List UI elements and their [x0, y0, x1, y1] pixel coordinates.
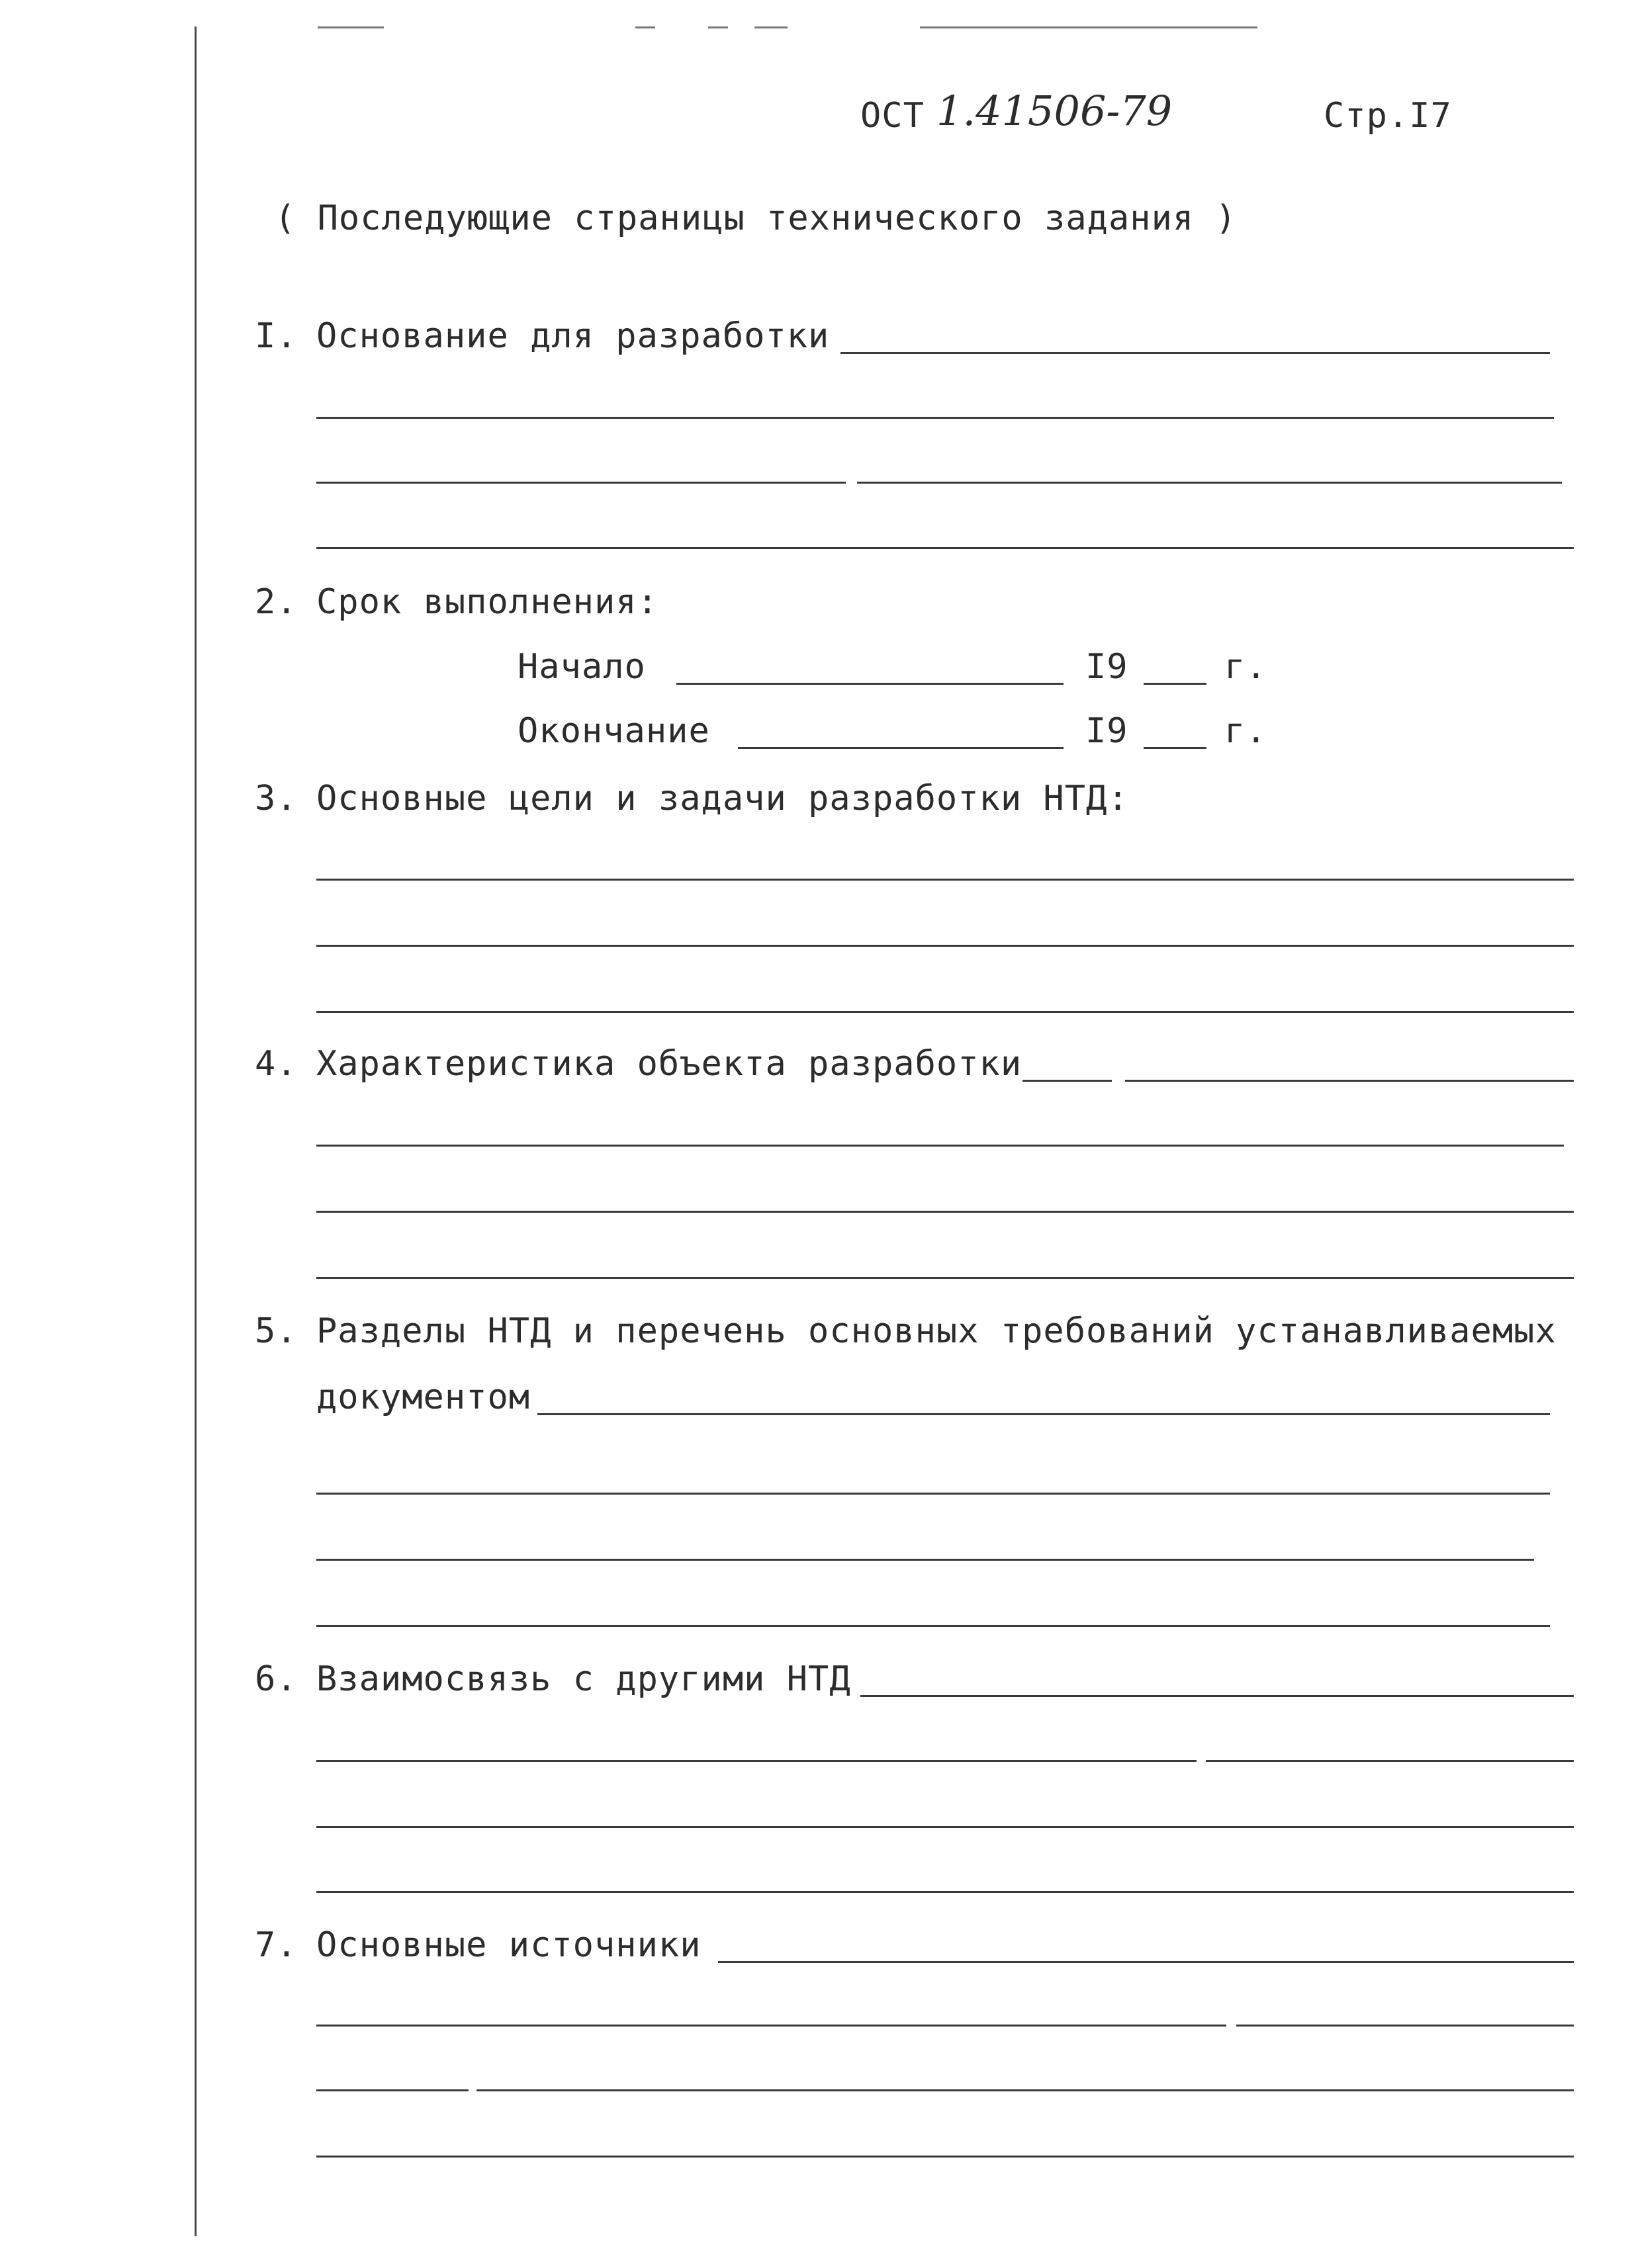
start-year-field[interactable] [1144, 683, 1206, 685]
section-7-fill-line[interactable] [718, 1961, 1574, 1963]
scan-artifact-dash [635, 26, 655, 28]
section-5-label-cont: документом [316, 1377, 531, 1417]
end-date-field[interactable] [738, 747, 1064, 749]
section-6-fill-line[interactable] [860, 1695, 1574, 1697]
section-4-fill-line[interactable] [316, 1211, 1574, 1213]
section-1-number: I. [255, 316, 298, 356]
section-2-number: 2. [255, 582, 298, 622]
section-4-label: Характеристика объекта разработки [316, 1044, 1022, 1084]
section-3-label: Основные цели и задачи разработки НТД: [316, 779, 1129, 818]
section-5-fill-line[interactable] [537, 1413, 1550, 1415]
section-6-label: Взаимосвязь с другими НТД [316, 1659, 851, 1699]
start-year-prefix: I9 [1085, 647, 1128, 687]
section-6-fill-line[interactable] [1206, 1760, 1574, 1762]
section-5-label: Разделы НТД и перечень основных требований устанавливаемых [316, 1311, 1557, 1351]
section-7-fill-line[interactable] [1236, 2025, 1574, 2027]
section-3-fill-line[interactable] [316, 945, 1574, 947]
start-date-field[interactable] [676, 683, 1064, 685]
section-4-fill-line[interactable] [1022, 1080, 1112, 1082]
start-date-label: Начало [518, 647, 646, 687]
section-5-fill-line[interactable] [316, 1559, 1534, 1561]
section-6-fill-line[interactable] [316, 1891, 1574, 1893]
section-5-fill-line[interactable] [316, 1625, 1550, 1627]
intro-note: ( Последующие страницы технического задания ) [275, 198, 1237, 238]
section-1-fill-line[interactable] [857, 482, 1562, 484]
section-7-fill-line[interactable] [316, 2025, 1226, 2027]
section-4-fill-line[interactable] [316, 1277, 1574, 1279]
end-year-prefix: I9 [1085, 711, 1128, 751]
scan-artifact-dash [708, 26, 728, 28]
section-2-label: Срок выполнения: [316, 582, 658, 622]
page-number: Стр.I7 [1324, 96, 1452, 136]
scan-artifact-dash [318, 26, 384, 28]
section-7-fill-line[interactable] [316, 2156, 1574, 2158]
scan-artifact-dash [920, 26, 1257, 28]
binding-margin-rule [195, 26, 197, 2236]
end-date-label: Окончание [518, 711, 710, 751]
section-7-fill-line[interactable] [476, 2089, 1574, 2091]
section-6-fill-line[interactable] [316, 1826, 1574, 1828]
section-5-number: 5. [255, 1311, 298, 1351]
section-4-fill-line[interactable] [1125, 1080, 1574, 1082]
section-6-number: 6. [255, 1659, 298, 1699]
section-6-fill-line[interactable] [316, 1760, 1197, 1762]
section-1-fill-line[interactable] [316, 482, 846, 484]
end-year-field[interactable] [1144, 747, 1206, 749]
section-7-number: 7. [255, 1925, 298, 1965]
section-3-fill-line[interactable] [316, 879, 1574, 881]
section-3-fill-line[interactable] [316, 1011, 1574, 1013]
standard-prefix: ОСТ [860, 96, 925, 136]
section-7-label: Основные источники [316, 1925, 702, 1965]
start-year-suffix: г. [1224, 647, 1267, 687]
standard-number: 1.41506-79 [936, 87, 1173, 135]
end-year-suffix: г. [1224, 711, 1267, 751]
section-5-fill-line[interactable] [316, 1493, 1550, 1495]
section-4-number: 4. [255, 1044, 298, 1084]
section-1-fill-line[interactable] [316, 547, 1574, 549]
section-7-fill-line[interactable] [316, 2089, 469, 2091]
scan-artifact-dash [754, 26, 788, 28]
section-1-label: Основание для разработки [316, 316, 830, 356]
section-1-fill-line[interactable] [316, 417, 1554, 419]
section-1-fill-line[interactable] [840, 352, 1550, 354]
section-3-number: 3. [255, 779, 298, 818]
section-4-fill-line[interactable] [316, 1145, 1564, 1147]
